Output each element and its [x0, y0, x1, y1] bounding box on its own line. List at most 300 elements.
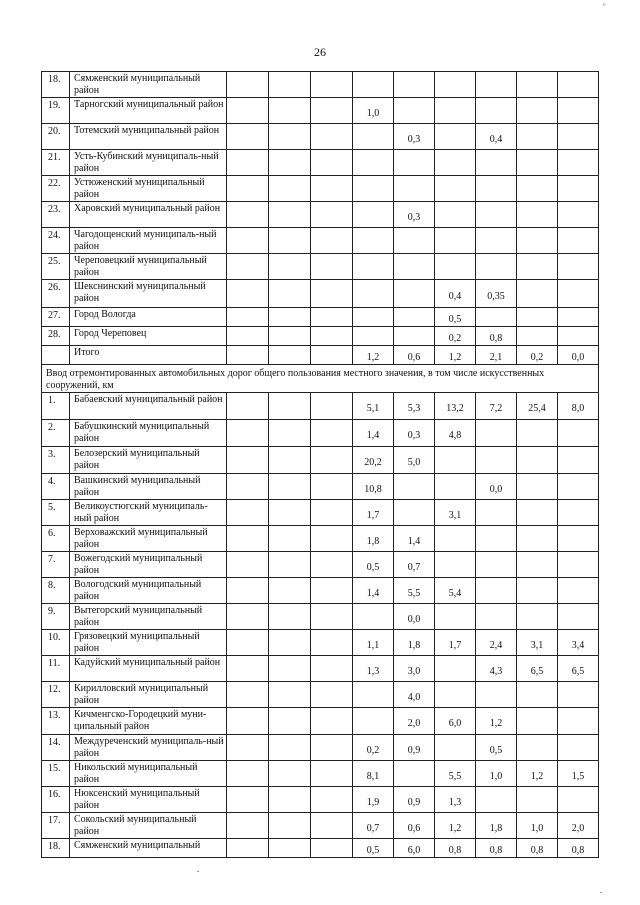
value-cell — [558, 708, 599, 735]
value-cell — [435, 228, 476, 254]
district-name: Вологодский муниципальный район — [70, 578, 227, 604]
empty-cell — [311, 72, 353, 98]
empty-cell — [311, 98, 353, 124]
value-cell: 3,1 — [517, 630, 558, 656]
value-cell — [476, 150, 517, 176]
row-number: 8. — [42, 578, 70, 604]
empty-cell — [269, 656, 311, 682]
row-number: 22. — [42, 176, 70, 202]
empty-cell — [311, 420, 353, 447]
row-number: 4. — [42, 474, 70, 500]
table-row — [42, 202, 599, 228]
empty-cell — [227, 420, 269, 447]
total-row — [42, 346, 599, 365]
empty-cell — [227, 447, 269, 474]
row-number: 18. — [42, 839, 70, 858]
table-row — [42, 308, 599, 327]
value-cell — [435, 98, 476, 124]
row-number: 19. — [42, 98, 70, 124]
table-row — [42, 474, 599, 500]
table-row — [42, 98, 599, 124]
value-cell — [435, 254, 476, 280]
value-cell — [558, 474, 599, 500]
empty-cell — [311, 813, 353, 839]
value-cell: 0,9 — [394, 735, 435, 761]
empty-cell — [311, 228, 353, 254]
value-cell: 0,2 — [353, 735, 394, 761]
row-number: 7. — [42, 552, 70, 578]
value-cell — [517, 526, 558, 552]
table-row — [42, 72, 599, 98]
value-cell — [394, 228, 435, 254]
value-cell: 0,3 — [394, 124, 435, 150]
section-title: Ввод отремонтированных автомобильных дорог общего пользования местного значения, в том числе искусственных сооружений, км — [42, 365, 599, 393]
empty-cell — [311, 526, 353, 552]
table-row — [42, 552, 599, 578]
table-row — [42, 630, 599, 656]
empty-cell — [311, 280, 353, 308]
value-cell — [558, 578, 599, 604]
district-name: Бабаевский муниципальный район — [70, 393, 227, 420]
empty-cell — [311, 630, 353, 656]
value-cell — [353, 682, 394, 708]
value-cell: 0,8 — [476, 839, 517, 858]
district-name: Город Череповец — [70, 327, 227, 346]
row-number: 20. — [42, 124, 70, 150]
empty-cell — [269, 308, 311, 327]
value-cell — [517, 447, 558, 474]
district-name: Череповецкий муниципальный район — [70, 254, 227, 280]
table-body-bottom — [42, 393, 599, 858]
table-row — [42, 839, 599, 858]
value-cell — [353, 254, 394, 280]
district-name: Кадуйский муниципальный район — [70, 656, 227, 682]
table-row — [42, 176, 599, 202]
empty-cell — [269, 98, 311, 124]
value-cell: 4,0 — [394, 682, 435, 708]
value-cell — [558, 682, 599, 708]
empty-cell — [227, 682, 269, 708]
empty-cell — [269, 447, 311, 474]
total-value: 0,6 — [394, 346, 435, 365]
row-number: 13. — [42, 708, 70, 735]
table-row — [42, 280, 599, 308]
value-cell: 8,1 — [353, 761, 394, 787]
district-name: Вожегодский муниципальный район — [70, 552, 227, 578]
row-number: 12. — [42, 682, 70, 708]
empty-cell — [269, 327, 311, 346]
value-cell — [517, 420, 558, 447]
indicators-table — [41, 71, 599, 858]
empty-cell — [269, 761, 311, 787]
empty-cell — [269, 346, 311, 365]
empty-cell — [227, 72, 269, 98]
value-cell — [558, 552, 599, 578]
value-cell: 1,2 — [476, 708, 517, 735]
value-cell: 0,7 — [353, 813, 394, 839]
empty-cell — [269, 280, 311, 308]
row-number: 26. — [42, 280, 70, 308]
value-cell: 1,8 — [394, 630, 435, 656]
table-total-section — [42, 346, 599, 393]
table-row — [42, 526, 599, 552]
value-cell — [558, 787, 599, 813]
value-cell: 10,8 — [353, 474, 394, 500]
empty-cell — [227, 578, 269, 604]
row-number: 27. — [42, 308, 70, 327]
empty-cell — [311, 176, 353, 202]
empty-cell — [269, 630, 311, 656]
value-cell — [558, 98, 599, 124]
empty-cell — [269, 72, 311, 98]
district-name: Грязовецкий муниципальный район — [70, 630, 227, 656]
value-cell — [517, 228, 558, 254]
value-cell — [394, 327, 435, 346]
value-cell — [394, 308, 435, 327]
value-cell: 1,2 — [517, 761, 558, 787]
value-cell: 0,3 — [394, 202, 435, 228]
empty-cell — [227, 98, 269, 124]
value-cell — [353, 176, 394, 202]
value-cell — [476, 682, 517, 708]
value-cell — [476, 578, 517, 604]
value-cell — [394, 254, 435, 280]
empty-cell — [311, 735, 353, 761]
value-cell — [353, 308, 394, 327]
value-cell: 0,8 — [517, 839, 558, 858]
value-cell — [517, 787, 558, 813]
table-row — [42, 656, 599, 682]
empty-cell — [311, 124, 353, 150]
value-cell — [435, 735, 476, 761]
value-cell — [435, 656, 476, 682]
district-name: Белозерский муниципальный район — [70, 447, 227, 474]
district-name: Устюженский муниципальный район — [70, 176, 227, 202]
value-cell: 1,7 — [353, 500, 394, 526]
value-cell: 0,8 — [558, 839, 599, 858]
value-cell — [517, 735, 558, 761]
empty-cell — [269, 552, 311, 578]
empty-cell — [227, 761, 269, 787]
empty-cell — [227, 124, 269, 150]
value-cell — [435, 552, 476, 578]
value-cell: 0,5 — [476, 735, 517, 761]
value-cell — [394, 176, 435, 202]
row-number: 15. — [42, 761, 70, 787]
value-cell — [476, 552, 517, 578]
value-cell: 0,8 — [476, 327, 517, 346]
value-cell: 2,0 — [394, 708, 435, 735]
row-number: 9. — [42, 604, 70, 630]
value-cell — [558, 124, 599, 150]
total-value: 1,2 — [353, 346, 394, 365]
empty-cell — [269, 420, 311, 447]
row-number: 11. — [42, 656, 70, 682]
row-number: 25. — [42, 254, 70, 280]
value-cell: 6,0 — [435, 708, 476, 735]
value-cell — [394, 500, 435, 526]
value-cell — [476, 228, 517, 254]
value-cell — [517, 98, 558, 124]
value-cell — [558, 735, 599, 761]
value-cell — [517, 72, 558, 98]
row-number: 16. — [42, 787, 70, 813]
row-number: 23. — [42, 202, 70, 228]
empty-cell — [269, 787, 311, 813]
value-cell: 1,1 — [353, 630, 394, 656]
table-row — [42, 604, 599, 630]
district-name: Чагодощенский муниципаль-ный район — [70, 228, 227, 254]
table-row — [42, 761, 599, 787]
value-cell — [435, 202, 476, 228]
empty-cell — [227, 813, 269, 839]
value-cell — [394, 280, 435, 308]
value-cell — [517, 682, 558, 708]
value-cell — [558, 604, 599, 630]
empty-cell — [227, 708, 269, 735]
value-cell: 5,5 — [435, 761, 476, 787]
value-cell — [558, 526, 599, 552]
empty-cell — [227, 327, 269, 346]
value-cell: 0,4 — [476, 124, 517, 150]
value-cell — [435, 72, 476, 98]
value-cell: 5,3 — [394, 393, 435, 420]
empty-cell — [311, 500, 353, 526]
total-row-number — [42, 346, 70, 365]
value-cell: 5,0 — [394, 447, 435, 474]
empty-cell — [269, 176, 311, 202]
district-name: Тарногский муниципальный район — [70, 98, 227, 124]
value-cell: 8,0 — [558, 393, 599, 420]
value-cell: 1,0 — [476, 761, 517, 787]
value-cell — [435, 682, 476, 708]
value-cell: 5,5 — [394, 578, 435, 604]
empty-cell — [311, 604, 353, 630]
value-cell: 13,2 — [435, 393, 476, 420]
district-name: Шекснинский муниципальный район — [70, 280, 227, 308]
page-number: 26 — [314, 45, 326, 59]
value-cell — [435, 604, 476, 630]
value-cell — [394, 72, 435, 98]
empty-cell — [227, 474, 269, 500]
empty-cell — [311, 474, 353, 500]
value-cell — [558, 72, 599, 98]
table-row — [42, 393, 599, 420]
district-name: Верховажский муниципальный район — [70, 526, 227, 552]
row-number: 24. — [42, 228, 70, 254]
value-cell — [353, 708, 394, 735]
value-cell — [517, 202, 558, 228]
value-cell: 6,5 — [558, 656, 599, 682]
value-cell — [517, 308, 558, 327]
value-cell — [353, 604, 394, 630]
value-cell — [394, 98, 435, 124]
value-cell: 1,9 — [353, 787, 394, 813]
empty-cell — [311, 150, 353, 176]
table-row — [42, 254, 599, 280]
value-cell — [476, 447, 517, 474]
empty-cell — [227, 280, 269, 308]
value-cell: 0,8 — [435, 839, 476, 858]
empty-cell — [227, 346, 269, 365]
district-name: Великоустюгский муниципаль-ный район — [70, 500, 227, 526]
empty-cell — [227, 787, 269, 813]
empty-cell — [269, 500, 311, 526]
empty-cell — [227, 656, 269, 682]
district-name: Никольский муниципальный район — [70, 761, 227, 787]
row-number: 10. — [42, 630, 70, 656]
value-cell — [558, 308, 599, 327]
table-body-top — [42, 72, 599, 346]
value-cell — [558, 420, 599, 447]
row-number: 1. — [42, 393, 70, 420]
value-cell: 0,0 — [394, 604, 435, 630]
row-number: 18. — [42, 72, 70, 98]
row-number: 21. — [42, 150, 70, 176]
value-cell — [476, 526, 517, 552]
section-header-row — [42, 365, 599, 393]
district-name: Сямженский муниципальный — [70, 839, 227, 858]
value-cell: 0,7 — [394, 552, 435, 578]
value-cell — [517, 124, 558, 150]
value-cell — [558, 176, 599, 202]
value-cell: 2,0 — [558, 813, 599, 839]
district-name: Кирилловский муниципальный район — [70, 682, 227, 708]
row-number: 6. — [42, 526, 70, 552]
value-cell: 1,3 — [353, 656, 394, 682]
empty-cell — [311, 202, 353, 228]
value-cell: 5,4 — [435, 578, 476, 604]
empty-cell — [227, 630, 269, 656]
value-cell — [517, 708, 558, 735]
value-cell: 1,4 — [394, 526, 435, 552]
value-cell — [517, 327, 558, 346]
value-cell — [558, 150, 599, 176]
district-name: Тотемский муниципальный район — [70, 124, 227, 150]
value-cell: 0,9 — [394, 787, 435, 813]
empty-cell — [227, 526, 269, 552]
value-cell — [476, 787, 517, 813]
value-cell: 0,5 — [353, 552, 394, 578]
empty-cell — [269, 254, 311, 280]
value-cell: 1,7 — [435, 630, 476, 656]
value-cell — [476, 254, 517, 280]
value-cell — [476, 500, 517, 526]
table-row — [42, 124, 599, 150]
total-value: 0,2 — [517, 346, 558, 365]
empty-cell — [311, 787, 353, 813]
empty-cell — [269, 682, 311, 708]
value-cell — [394, 150, 435, 176]
empty-cell — [269, 228, 311, 254]
value-cell — [353, 327, 394, 346]
value-cell — [476, 420, 517, 447]
value-cell — [394, 761, 435, 787]
value-cell: 0,5 — [353, 839, 394, 858]
empty-cell — [311, 656, 353, 682]
value-cell: 1,8 — [476, 813, 517, 839]
value-cell: 1,0 — [353, 98, 394, 124]
value-cell — [476, 202, 517, 228]
district-name: Город Вологда — [70, 308, 227, 327]
row-number: 5. — [42, 500, 70, 526]
empty-cell — [227, 202, 269, 228]
value-cell — [353, 228, 394, 254]
district-name: Кичменгско-Городецкий муни-ципальный район — [70, 708, 227, 735]
value-cell — [558, 500, 599, 526]
total-value: 0,0 — [558, 346, 599, 365]
table-row — [42, 420, 599, 447]
value-cell: 1,2 — [435, 813, 476, 839]
value-cell — [435, 124, 476, 150]
value-cell — [435, 176, 476, 202]
total-value: 2,1 — [476, 346, 517, 365]
empty-cell — [269, 124, 311, 150]
value-cell — [558, 228, 599, 254]
value-cell: 1,0 — [517, 813, 558, 839]
empty-cell — [269, 202, 311, 228]
value-cell: 4,3 — [476, 656, 517, 682]
value-cell — [517, 604, 558, 630]
empty-cell — [269, 735, 311, 761]
value-cell: 1,4 — [353, 578, 394, 604]
empty-cell — [227, 500, 269, 526]
value-cell — [558, 280, 599, 308]
row-number: 14. — [42, 735, 70, 761]
value-cell — [394, 474, 435, 500]
value-cell: 0,4 — [435, 280, 476, 308]
table-row — [42, 813, 599, 839]
value-cell — [353, 72, 394, 98]
value-cell — [517, 474, 558, 500]
empty-cell — [269, 393, 311, 420]
district-name: Междуреченский муниципаль-ный район — [70, 735, 227, 761]
value-cell — [517, 176, 558, 202]
value-cell — [558, 327, 599, 346]
row-number: 3. — [42, 447, 70, 474]
empty-cell — [269, 604, 311, 630]
value-cell: 2,4 — [476, 630, 517, 656]
empty-cell — [311, 308, 353, 327]
table-row — [42, 228, 599, 254]
value-cell: 0,2 — [435, 327, 476, 346]
empty-cell — [269, 578, 311, 604]
value-cell — [517, 578, 558, 604]
empty-cell — [269, 526, 311, 552]
table-row — [42, 735, 599, 761]
value-cell — [517, 552, 558, 578]
district-name: Усть-Кубинский муниципаль-ный район — [70, 150, 227, 176]
value-cell — [517, 280, 558, 308]
value-cell — [353, 150, 394, 176]
value-cell: 0,35 — [476, 280, 517, 308]
value-cell: 6,5 — [517, 656, 558, 682]
row-number: 28. — [42, 327, 70, 346]
value-cell — [435, 526, 476, 552]
empty-cell — [311, 578, 353, 604]
value-cell: 0,0 — [476, 474, 517, 500]
value-cell — [353, 124, 394, 150]
value-cell: 20,2 — [353, 447, 394, 474]
empty-cell — [269, 839, 311, 858]
value-cell: 7,2 — [476, 393, 517, 420]
scan-speck — [197, 871, 199, 872]
value-cell: 1,5 — [558, 761, 599, 787]
empty-cell — [227, 228, 269, 254]
empty-cell — [227, 176, 269, 202]
empty-cell — [311, 346, 353, 365]
value-cell — [435, 150, 476, 176]
